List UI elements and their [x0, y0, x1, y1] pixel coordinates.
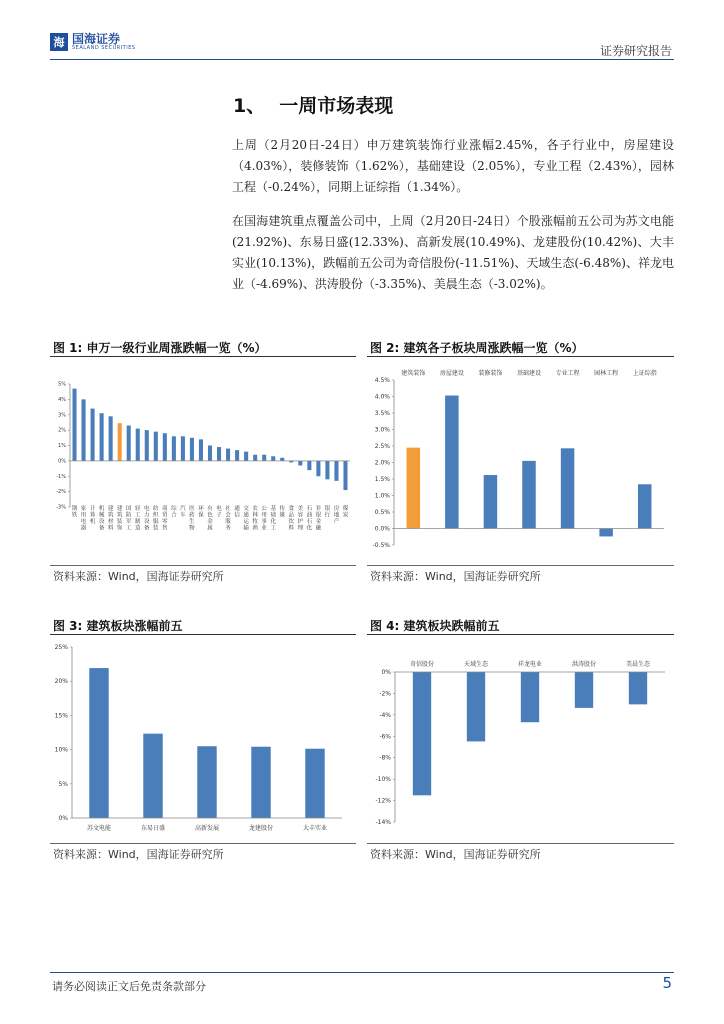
- logo-name: 国海证券: [72, 32, 121, 46]
- fig4-source: 资料来源：Wind，国海证券研究所: [370, 848, 541, 861]
- fig3-caption: 图 3: 建筑板块涨幅前五: [53, 619, 183, 633]
- fig2-xlabel: 房屋建设: [439, 370, 464, 377]
- fig2-ytick: 1.5%: [374, 476, 390, 483]
- fig1-xlabel: 传媒: [279, 506, 286, 519]
- paragraph-stocks: 在国海建筑重点覆盖公司中，上周（2月20日-24日）个股涨幅前五公司为苏文电能(21.92%)、东易日盛(12.33%)、高新发展(10.49%)、龙建股份(10.42%)、大丰实业(10.13%)，跌幅前五公司为奇信股份(-11.51%)、天域生态(-6.48%)、祥龙电业（-4.69%)、洪涛股份（-3.35%)、美晨生态（-3.02%)。: [232, 214, 674, 291]
- fig1-caption: 图 1: 申万一级行业周涨跌幅一览（%）: [53, 341, 267, 355]
- fig1-bar-27: [307, 461, 311, 470]
- fig2-ytick: 2.0%: [374, 459, 390, 467]
- fig2-caption-rule: [367, 356, 674, 357]
- fig2-bar-6: [599, 529, 613, 537]
- fig1-xlabel: 美容护理: [297, 506, 304, 532]
- fig1-xlabel: 交通运输: [243, 506, 249, 532]
- fig1-xlabel: 商贸零售: [162, 506, 168, 532]
- fig2-bar-5: [561, 448, 575, 528]
- fig4-bar-4: [575, 672, 593, 708]
- fig1-bar-19: [235, 450, 239, 461]
- paragraph-industry: 上周（2月20日-24日）申万建筑装饰行业涨幅2.45%，各子行业中，房屋建设（4.03%），装修装饰（1.62%），基础建设（2.05%），专业工程（2.43%），园林工程（-0.24%），同期上证综指（1.34%）。: [232, 138, 674, 194]
- fig3-caption-rule: [50, 634, 356, 635]
- section-title-text: 一周市场表现: [279, 95, 394, 117]
- fig2-bar-4: [522, 461, 536, 529]
- fig4-ytick: -14%: [375, 819, 391, 826]
- fig4-xlabel: 天域生态: [463, 661, 489, 668]
- fig1-xlabel: 非银金融: [315, 506, 322, 532]
- fig4-caption-rule: [367, 634, 674, 635]
- fig2-ytick: 4.0%: [374, 393, 390, 401]
- fig1-bar-28: [316, 461, 320, 476]
- fig2-ytick: 4.5%: [374, 377, 390, 384]
- fig4-ytick: 0%: [381, 669, 391, 676]
- fig3-xlabel: 苏文电能: [86, 825, 112, 832]
- fig2-ytick: 3.0%: [374, 426, 390, 434]
- fig4-xlabel: 洪涛股份: [571, 661, 597, 668]
- fig2-source: 资料来源：Wind，国海证券研究所: [370, 570, 541, 583]
- fig1-xlabel: 机械设备: [98, 506, 105, 532]
- fig1-ytick: -1%: [56, 473, 66, 480]
- fig1-xlabel: 汽车: [180, 506, 186, 519]
- fig1-xlabel: 石油石化: [306, 506, 313, 532]
- fig1-xlabel: 基础化工: [270, 506, 276, 532]
- fig1-xlabel: 食品饮料: [288, 506, 295, 532]
- fig1-bar-20: [244, 452, 248, 461]
- fig3-bar-4: [251, 747, 270, 818]
- fig1-xlabel: 银行: [324, 506, 331, 519]
- fig3-ytick: 15%: [54, 712, 68, 720]
- fig3-bar-5: [305, 749, 324, 818]
- fig1-xlabel: 电力设备: [144, 506, 150, 532]
- header-divider: [50, 59, 674, 60]
- fig1-xlabel: 计算机: [89, 506, 96, 525]
- fig2-caption: 图 2: 建筑各子板块周涨跌幅一览（%）: [370, 341, 584, 355]
- fig1-xlabel: 建筑装饰: [116, 506, 123, 532]
- fig1-xlabel: 通信: [234, 506, 240, 519]
- fig1-bar-11: [163, 433, 167, 461]
- fig1-ytick: 1%: [58, 443, 66, 449]
- fig3-bar-2: [143, 734, 162, 818]
- fig3-xlabel: 高新发展: [194, 825, 220, 832]
- footer-divider: [50, 972, 674, 973]
- fig3-bar-3: [197, 746, 216, 818]
- fig1-xlabel: 综合: [171, 506, 177, 519]
- fig1-bar-4: [100, 413, 104, 461]
- fig1-ytick: 4%: [58, 396, 66, 403]
- fig2-xlabel: 园林工程: [594, 370, 619, 377]
- fig3-ytick: 20%: [54, 678, 68, 686]
- fig1-xlabel: 农林牧渔: [252, 506, 258, 532]
- fig1-xlabel: 环保: [198, 506, 204, 519]
- fig3-xlabel: 龙建股份: [248, 825, 274, 832]
- fig4-bar-1: [413, 672, 431, 795]
- fig1-xlabel: 电子: [216, 506, 222, 519]
- fig4-source-rule: [367, 843, 674, 844]
- fig4-xlabel: 祥龙电业: [517, 661, 543, 668]
- fig1-bar-14: [190, 438, 194, 461]
- fig2-bar-7: [638, 484, 652, 528]
- fig1-bar-8: [136, 429, 140, 461]
- fig1-bar-30: [334, 461, 338, 481]
- fig4-ytick: -12%: [375, 797, 391, 805]
- logo-subtitle: SEALAND SECURITIES: [72, 45, 136, 51]
- fig1-xlabel: 房地产: [333, 506, 340, 525]
- fig3-xlabel: 大丰实业: [302, 825, 328, 832]
- fig1-bar-10: [154, 432, 158, 461]
- fig2-ytick: 2.5%: [374, 443, 390, 450]
- section-number: 1、: [233, 95, 266, 117]
- fig2-bar-3: [484, 475, 498, 528]
- fig1-bar-15: [199, 439, 203, 461]
- fig1-ytick: 3%: [58, 412, 66, 419]
- fig2-chart: [367, 366, 674, 556]
- fig4-ytick: -4%: [379, 711, 391, 719]
- fig4-xlabel: 奇信股份: [409, 661, 435, 668]
- fig1-bar-22: [262, 455, 266, 461]
- fig3-xlabel: 东易日盛: [140, 825, 166, 832]
- fig2-bar-1: [407, 448, 421, 529]
- fig2-ytick: 1.0%: [374, 492, 390, 500]
- fig2-ytick: 3.5%: [374, 410, 390, 417]
- fig1-ytick: 0%: [58, 458, 66, 465]
- fig1-bar-9: [145, 430, 149, 461]
- fig1-ytick: 2%: [58, 427, 66, 434]
- fig3-ytick: 5%: [58, 780, 68, 788]
- fig3-source-rule: [50, 843, 356, 844]
- fig1-bar-31: [343, 461, 347, 490]
- page-number: 5: [662, 974, 672, 992]
- fig1-bar-2: [82, 399, 86, 461]
- fig4-bar-3: [521, 672, 539, 722]
- fig2-source-rule: [367, 565, 674, 566]
- fig2-bar-2: [445, 396, 459, 529]
- fig1-bar-6: [118, 423, 122, 461]
- fig2-xlabel: 装修装饰: [478, 370, 503, 377]
- fig2-ytick: 0.0%: [374, 525, 390, 533]
- fig1-bar-16: [208, 446, 212, 461]
- fig2-xlabel: 专业工程: [555, 370, 580, 377]
- fig2-xlabel: 上证综指: [632, 370, 657, 377]
- fig3-bar-1: [89, 668, 108, 818]
- fig4-ytick: -2%: [379, 690, 391, 698]
- fig1-xlabel: 公用事业: [261, 506, 267, 532]
- fig1-xlabel: 钢铁: [71, 506, 78, 519]
- fig1-xlabel: 有色金属: [207, 506, 213, 532]
- fig1-xlabel: 轻工制造: [134, 506, 141, 532]
- fig4-ytick: -10%: [375, 776, 391, 784]
- fig1-xlabel: 建筑材料: [107, 506, 114, 532]
- fig1-bar-29: [325, 461, 329, 479]
- fig1-bar-21: [253, 455, 257, 461]
- footer-disclaimer: 请务必阅读正文后免责条款部分: [52, 980, 206, 993]
- fig1-bar-3: [91, 409, 95, 461]
- fig2-ytick: -0.5%: [372, 542, 390, 549]
- fig1-bar-24: [280, 458, 284, 461]
- fig1-ytick: -2%: [56, 489, 66, 496]
- fig1-xlabel: 国防军工: [125, 506, 132, 532]
- fig1-ytick: -3%: [56, 504, 66, 511]
- fig1-bar-23: [271, 456, 275, 461]
- fig4-bar-2: [467, 672, 485, 741]
- fig2-xlabel: 基础建设: [516, 370, 542, 377]
- fig1-bar-12: [172, 436, 176, 461]
- fig2-xlabel: 建筑装饰: [401, 370, 426, 377]
- fig3-ytick: 25%: [54, 644, 68, 651]
- fig1-bar-17: [217, 447, 221, 461]
- fig1-chart: [50, 372, 356, 572]
- fig3-ytick: 10%: [54, 746, 68, 754]
- fig3-chart: [50, 640, 356, 840]
- fig4-ytick: -6%: [379, 733, 391, 741]
- fig3-source: 资料来源：Wind，国海证券研究所: [53, 848, 224, 861]
- fig1-source-rule: [50, 565, 356, 566]
- fig1-xlabel: 医药生物: [189, 506, 195, 532]
- fig1-bar-5: [109, 416, 113, 461]
- fig4-bar-5: [629, 672, 647, 704]
- fig1-xlabel: 煤炭: [342, 506, 349, 519]
- fig1-caption-rule: [50, 356, 356, 357]
- fig1-bar-13: [181, 436, 185, 461]
- fig2-ytick: 0.5%: [374, 509, 390, 516]
- fig4-caption: 图 4: 建筑板块跌幅前五: [370, 619, 500, 633]
- fig1-bar-1: [72, 389, 76, 461]
- fig1-xlabel: 家用电器: [80, 506, 87, 532]
- fig3-ytick: 0%: [58, 815, 68, 822]
- fig4-chart: [367, 640, 674, 840]
- fig4-ytick: -8%: [379, 754, 391, 762]
- fig1-xlabel: 纺织服装: [153, 506, 159, 532]
- fig1-bar-7: [127, 426, 131, 461]
- fig1-source: 资料来源：Wind，国海证券研究所: [53, 570, 224, 583]
- logo-mark-icon: 海: [50, 33, 68, 51]
- fig1-bar-26: [298, 461, 302, 466]
- document-type: 证券研究报告: [599, 44, 672, 58]
- section-title: [233, 91, 393, 118]
- fig1-xlabel: 社会服务: [225, 506, 231, 532]
- fig4-xlabel: 美晨生态: [625, 661, 651, 668]
- company-logo: [50, 33, 136, 51]
- fig1-bar-18: [226, 449, 230, 461]
- fig1-ytick: 5%: [58, 381, 66, 388]
